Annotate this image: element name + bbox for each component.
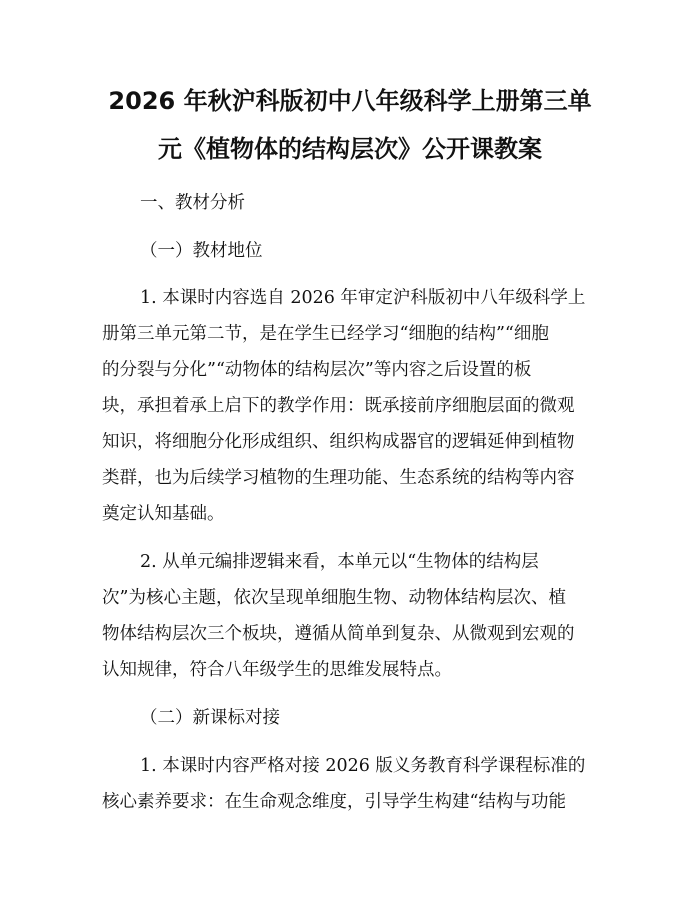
paragraph-line: 类群，也为后续学习植物的生理功能、生态系统的结构等内容 [102,468,575,488]
section-heading-textbook-analysis: 一、教材分析 [140,193,245,213]
paragraph-line: 知识，将细胞分化形成组织、组织构成器官的逻辑延伸到植物 [102,432,575,452]
paragraph-line: 奠定认知基础。 [102,504,225,524]
document-title-line-1: 2026 年秋沪科版初中八年级科学上册第三单 [108,87,592,115]
paragraph-line: 2. 从单元编排逻辑来看，本单元以“生物体的结构层 [140,552,539,572]
paragraph-line: 核心素养要求：在生命观念维度，引导学生构建“结构与功能 [102,792,566,812]
paragraph-line: 1. 本课时内容选自 2026 年审定沪科版初中八年级科学上 [140,288,586,308]
paragraph-line: 1. 本课时内容严格对接 2026 版义务教育科学课程标准的 [140,756,586,776]
paragraph-line: 物体结构层次三个板块，遵循从简单到复杂、从微观到宏观的 [102,624,575,644]
document-title-line-2: 元《植物体的结构层次》公开课教案 [158,135,542,163]
paragraph-line: 的分裂与分化”“动物体的结构层次”等内容之后设置的板 [102,360,532,380]
paragraph-line: 次”为核心主题，依次呈现单细胞生物、动物体结构层次、植 [102,588,566,608]
paragraph-line: 块，承担着承上启下的教学作用：既承接前序细胞层面的微观 [102,396,575,416]
subsection-heading-textbook-position: （一）教材地位 [140,241,263,261]
paragraph-line: 册第三单元第二节，是在学生已经学习“细胞的结构”“细胞 [102,324,549,344]
subsection-heading-curriculum-standard: （二）新课标对接 [140,708,280,728]
paragraph-line: 认知规律，符合八年级学生的思维发展特点。 [102,660,452,680]
